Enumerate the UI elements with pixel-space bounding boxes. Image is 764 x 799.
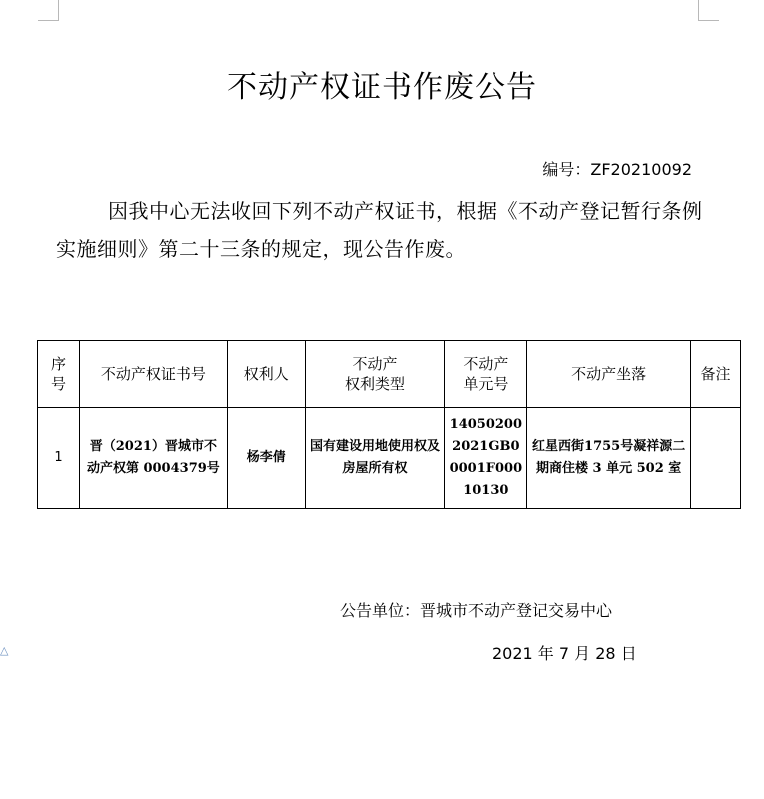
page-corner-mark-left <box>38 0 59 21</box>
header-holder: 权利人 <box>227 341 305 408</box>
cell-location: 红星西街1755号凝祥源二期商住楼 3 单元 502 室 <box>527 408 691 509</box>
notice-date: 2021 年 7 月 28 日 <box>492 644 637 663</box>
cell-unit-no: 140502002021GB00001F00010130 <box>445 408 527 509</box>
header-cert-no: 不动产权证书号 <box>79 341 227 408</box>
cell-seq: 1 <box>38 408 80 509</box>
header-right-type: 不动产 权利类型 <box>305 341 445 408</box>
header-location: 不动产坐落 <box>527 341 691 408</box>
page-title: 不动产权证书作废公告 <box>227 70 537 105</box>
cell-holder: 杨李倩 <box>227 408 305 509</box>
cell-cert-no: 晋（2021）晋城市不动产权第 0004379号 <box>79 408 227 509</box>
doc-number: 编号：ZF20210092 <box>542 160 692 179</box>
certificate-table <box>37 340 741 509</box>
header-unit-no: 不动产 单元号 <box>445 341 527 408</box>
cell-remark <box>691 408 741 509</box>
table-row <box>38 408 741 509</box>
header-remark: 备注 <box>691 341 741 408</box>
page-corner-mark-right <box>698 0 719 21</box>
issuer: 公告单位：晋城市不动产登记交易中心 <box>340 601 613 620</box>
header-seq: 序 号 <box>38 341 80 408</box>
notice-paragraph-text: 因我中心无法收回下列不动产权证书，根据《不动产登记暂行条例实施细则》第二十三条的规定，现公告作废。 <box>56 199 703 261</box>
table-header-row <box>38 341 741 408</box>
cell-right-type: 国有建设用地使用权及房屋所有权 <box>305 408 445 509</box>
paragraph-options-icon[interactable]: △ <box>0 644 9 657</box>
notice-paragraph <box>56 192 706 268</box>
